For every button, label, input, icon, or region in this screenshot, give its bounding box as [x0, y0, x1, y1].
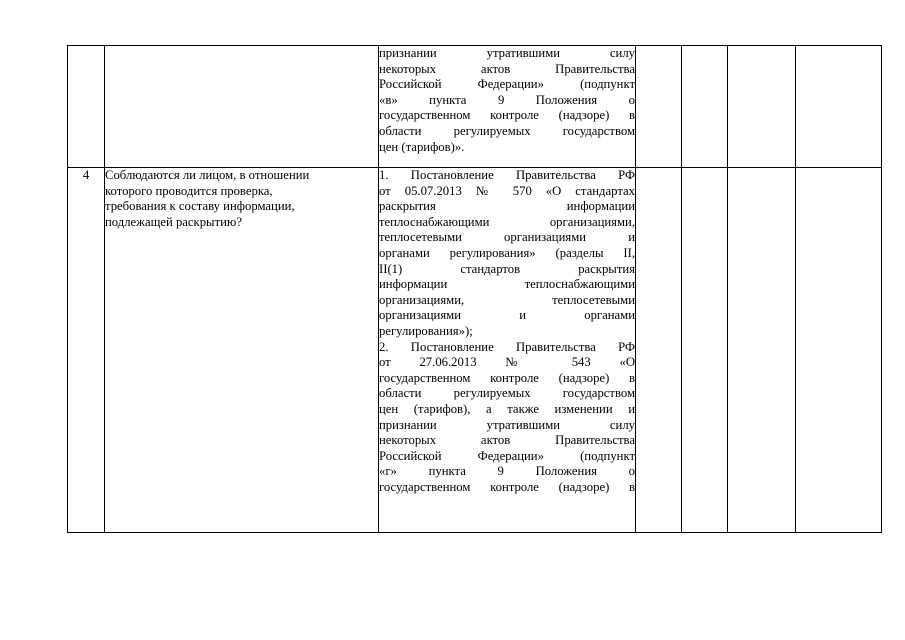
- answer-yes-cell: [636, 46, 682, 168]
- legal-basis-line: «в» пункта 9 Положения о: [379, 92, 635, 107]
- legal-basis-line: организациями, теплосетевыми: [379, 292, 635, 307]
- legal-basis-line: государственном контроле (надзоре) в: [379, 479, 635, 494]
- row-number-cell: 4: [68, 168, 105, 533]
- legal-basis-line: от 05.07.2013 № 570 «О стандартах: [379, 183, 635, 198]
- answer-no-cell: [682, 46, 728, 168]
- note-cell: [796, 168, 882, 533]
- legal-basis-line: признании утратившими силу: [379, 46, 635, 60]
- legal-basis-line: теплоснабжающими организациями,: [379, 214, 635, 229]
- answer-yes-cell: [636, 168, 682, 533]
- legal-basis-line: раскрытия информации: [379, 199, 635, 214]
- legal-basis-cell: [379, 46, 636, 168]
- legal-basis-line: 1. Постановление Правительства РФ: [379, 168, 635, 182]
- legal-basis-cell: [379, 168, 636, 533]
- legal-basis-line: признании утратившими силу: [379, 417, 635, 432]
- question-line: требования к составу информации,: [105, 199, 295, 214]
- legal-basis-line: цен (тарифов)».: [379, 139, 465, 154]
- legal-basis-line: некоторых актов Правительства: [379, 61, 635, 76]
- not-applicable-cell: [728, 168, 796, 533]
- question-line: подлежащей раскрытию?: [105, 214, 243, 229]
- legal-basis-line: Российской Федерации» (подпункт: [379, 448, 635, 463]
- question-cell: [105, 46, 379, 168]
- legal-basis-line: органами регулирования» (разделы II,: [379, 245, 635, 260]
- table-row: [68, 46, 882, 168]
- legal-basis-line: государственном контроле (надзоре) в: [379, 370, 635, 385]
- row-number-cell: [68, 46, 105, 168]
- legal-basis-line: 2. Постановление Правительства РФ: [379, 339, 635, 354]
- answer-no-cell: [682, 168, 728, 533]
- legal-basis-line: цен (тарифов), а также изменении и: [379, 401, 635, 416]
- question-line: Соблюдаются ли лицом, в отношении: [105, 168, 310, 182]
- legal-basis-line: II(1) стандартов раскрытия: [379, 261, 635, 276]
- legal-basis-line: области регулируемых государством: [379, 123, 635, 138]
- not-applicable-cell: [728, 46, 796, 168]
- legal-basis-line: регулирования»);: [379, 323, 473, 338]
- inspection-checklist-table: [67, 45, 882, 533]
- legal-basis-line: области регулируемых государством: [379, 386, 635, 401]
- note-cell: [796, 46, 882, 168]
- legal-basis-line: Российской Федерации» (подпункт: [379, 77, 635, 92]
- legal-basis-line: «г» пункта 9 Положения о: [379, 464, 635, 479]
- legal-basis-line: теплосетевыми организациями и: [379, 230, 635, 245]
- question-cell: [105, 168, 379, 533]
- question-line: которого проводится проверка,: [105, 183, 273, 198]
- legal-basis-line: государственном контроле (надзоре) в: [379, 108, 635, 123]
- legal-basis-line: организациями и органами: [379, 308, 635, 323]
- legal-basis-line: некоторых актов Правительства: [379, 433, 635, 448]
- legal-basis-line: информации теплоснабжающими: [379, 277, 635, 292]
- legal-basis-line: от 27.06.2013 № 543 «О: [379, 355, 635, 370]
- table-row: [68, 168, 882, 533]
